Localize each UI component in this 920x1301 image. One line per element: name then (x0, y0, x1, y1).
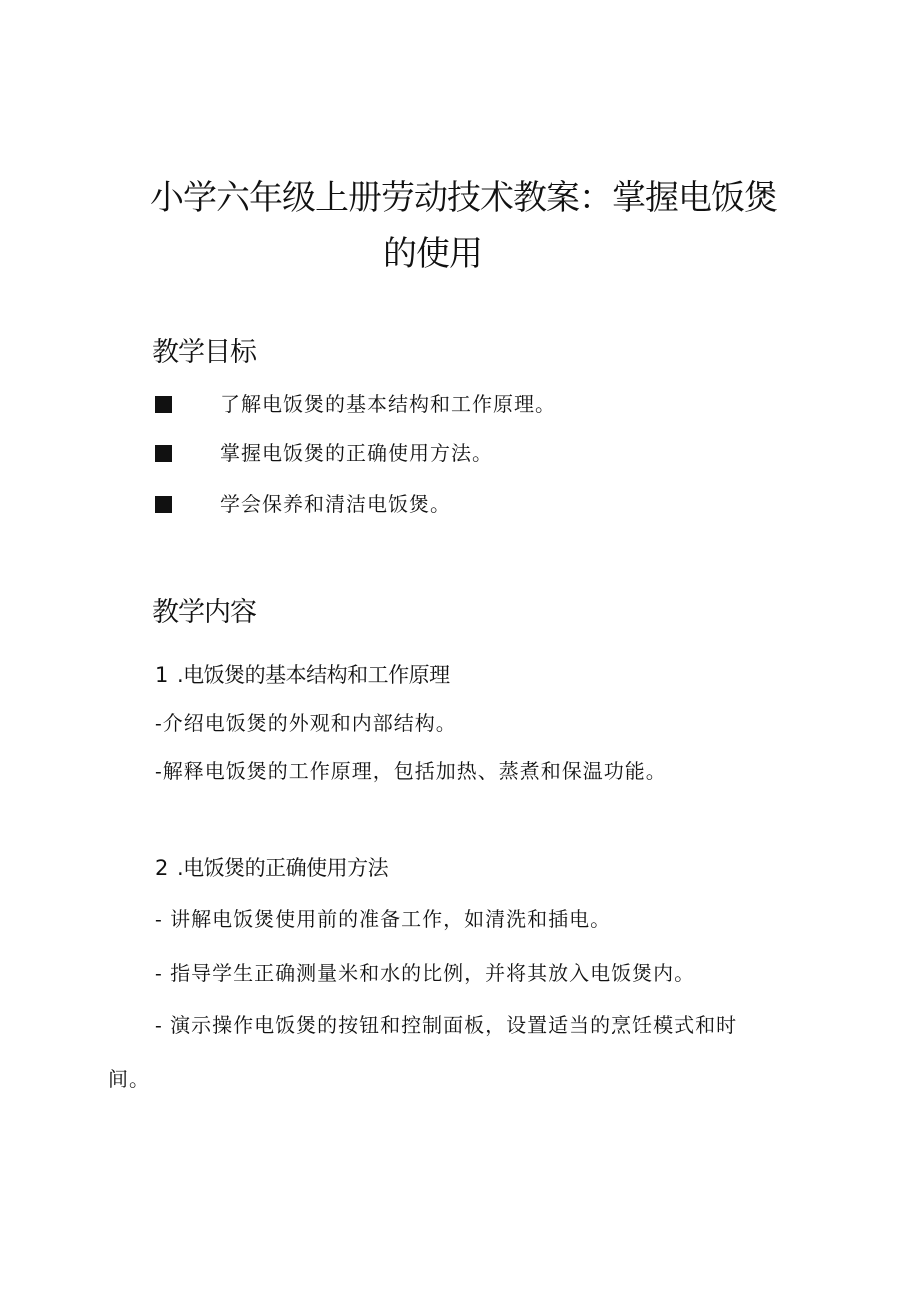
section-2-title: .电饭煲的正确使用方法 (177, 856, 389, 880)
objective-text: 掌握电饭煲的正确使用方法。 (220, 441, 493, 465)
document-title (150, 170, 810, 282)
square-bullet-icon (155, 396, 172, 413)
section-2-line: - 讲解电饭煲使用前的准备工作，如清洗和插电。 (155, 907, 612, 931)
section-1-line: -解释电饭煲的工作原理，包括加热、蒸煮和保温功能。 (155, 759, 667, 783)
section-2-line: - 指导学生正确测量米和水的比例，并将其放入电饭煲内。 (155, 961, 696, 985)
objective-text: 学会保养和清洁电饭煲。 (220, 492, 451, 516)
square-bullet-icon (155, 496, 172, 513)
square-bullet-icon (155, 445, 172, 462)
section-2-line: 间。 (108, 1067, 150, 1091)
section-1-heading (155, 660, 450, 690)
title-line-1: 小学六年级上册劳动技术教案：掌握电饭煲 (150, 178, 777, 218)
section-1-title: .电饭煲的基本结构和工作原理 (177, 663, 450, 687)
section-1-number: 1 (155, 663, 168, 687)
objectives-heading: 教学目标 (152, 337, 256, 368)
title-line-2: 的使用 (383, 234, 482, 274)
section-2-heading (155, 853, 388, 883)
section-2-line: - 演示操作电饭煲的按钮和控制面板，设置适当的烹饪模式和时 (155, 1013, 738, 1037)
section-2-number: 2 (155, 856, 168, 880)
section-1-line: -介绍电饭煲的外观和内部结构。 (155, 711, 457, 735)
objective-text: 了解电饭煲的基本结构和工作原理。 (220, 392, 556, 416)
content-heading: 教学内容 (152, 597, 256, 628)
